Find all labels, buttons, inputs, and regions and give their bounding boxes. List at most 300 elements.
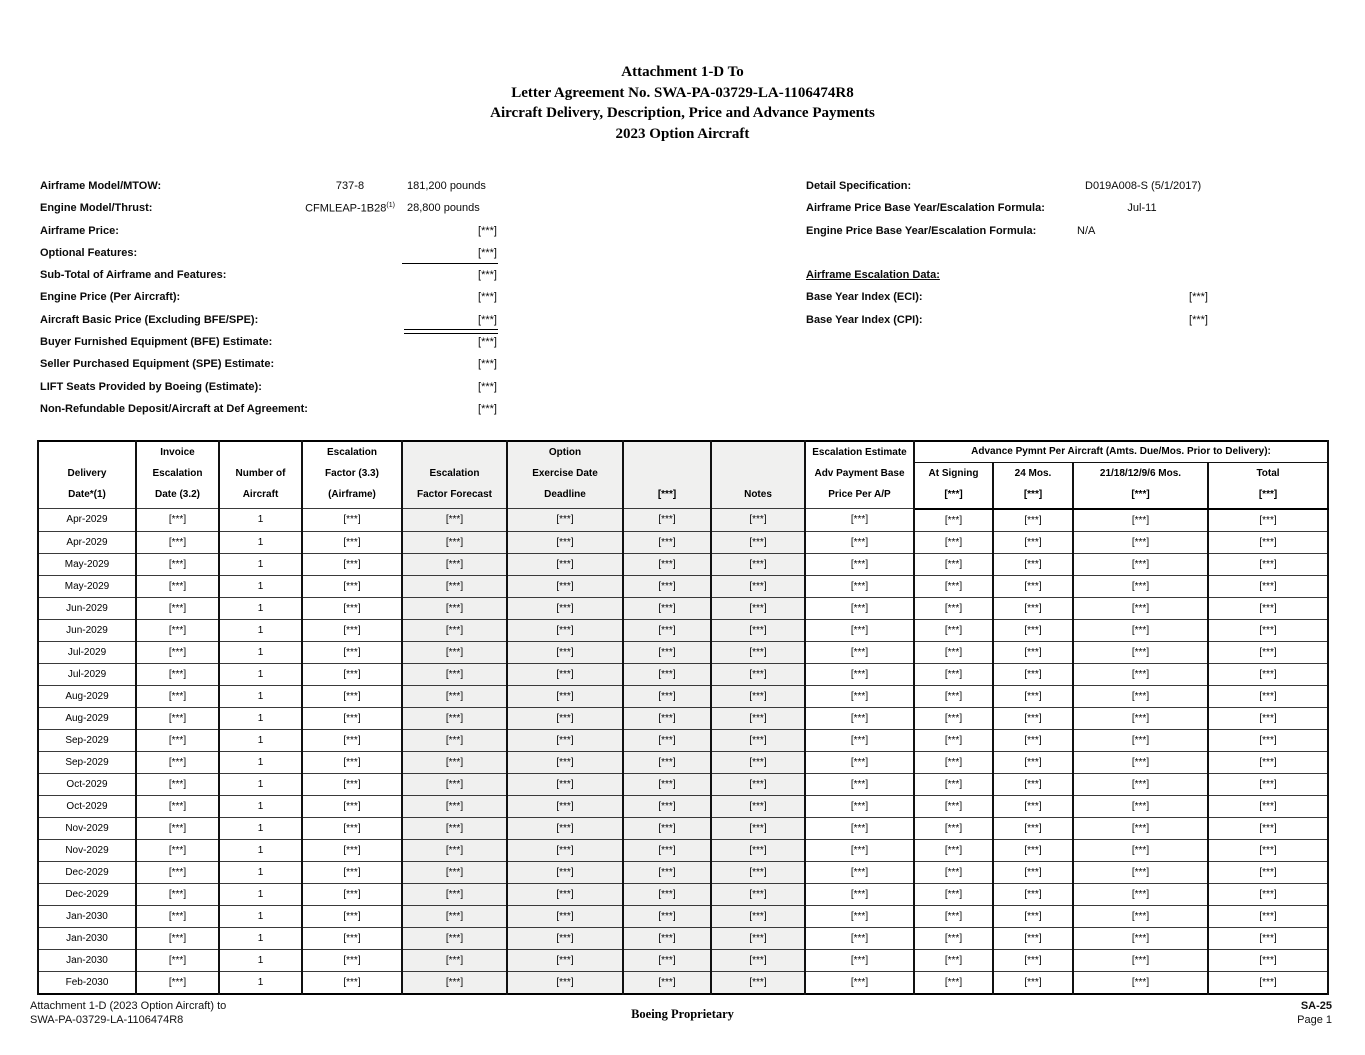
title-line-description: Aircraft Delivery, Description, Price and Advance Payments [490,105,875,121]
total-cell: [***] [1208,905,1328,927]
header-line: Option [548,447,582,458]
notes-cell: [***] [711,553,805,575]
delivery-date-cell: Feb-2030 [38,971,136,994]
21-18-12-9-6-mos-cell: [***] [1073,949,1208,971]
21-18-12-9-6-mos-cell: [***] [1073,663,1208,685]
number-of-aircraft-cell: 1 [219,839,302,861]
escalation-factor-airframe-cell: [***] [302,839,402,861]
21-18-12-9-6-mos-cell: [***] [1073,553,1208,575]
col-header-escalation-factor-airframe [302,441,402,509]
invoice-escalation-date-cell: [***] [136,641,219,663]
engine-model-footnote-sup: (1) [386,202,395,210]
invoice-escalation-date-cell: [***] [136,883,219,905]
at-signing-cell: [***] [914,663,993,685]
field-airframe-price [40,222,510,244]
24-mos-cell: [***] [993,795,1073,817]
field-label: LIFT Seats Provided by Boeing (Estimate): [40,380,262,393]
21-18-12-9-6-mos-cell: [***] [1073,729,1208,751]
24-mos-cell: [***] [993,707,1073,729]
at-signing-cell: [***] [914,597,993,619]
notes-cell: [***] [711,971,805,994]
at-signing-cell: [***] [914,531,993,553]
redacted-value: [***] [1189,313,1208,326]
escalation-factor-airframe-cell: [***] [302,817,402,839]
invoice-escalation-date-cell: [***] [136,729,219,751]
adv-payment-base-price-cell: [***] [805,707,914,729]
24-mos-cell: [***] [993,729,1073,751]
number-of-aircraft-cell: 1 [219,509,302,532]
invoice-escalation-date-cell: [***] [136,663,219,685]
escalation-factor-forecast-cell: [***] [402,949,507,971]
field-label: Engine Price Base Year/Escalation Formula: [806,224,1037,237]
field-subtotal-airframe-features [40,266,510,288]
redacted-cell: [***] [623,597,711,619]
delivery-date-cell: Apr-2029 [38,531,136,553]
24-mos-cell: [***] [993,553,1073,575]
invoice-escalation-date-cell: [***] [136,619,219,641]
escalation-factor-forecast-cell: [***] [402,905,507,927]
adv-payment-base-price-cell: [***] [805,619,914,641]
redacted-value: [***] [478,313,497,326]
table-row [38,597,1328,619]
footer-proprietary-notice: Boeing Proprietary [631,1007,734,1021]
notes-cell: [***] [711,729,805,751]
table-row [38,553,1328,575]
invoice-escalation-date-cell: [***] [136,707,219,729]
redacted-cell: [***] [623,905,711,927]
option-exercise-deadline-cell: [***] [507,575,623,597]
total-cell: [***] [1208,927,1328,949]
redacted-value: [***] [478,336,497,349]
delivery-date-cell: Apr-2029 [38,509,136,532]
21-18-12-9-6-mos-cell: [***] [1073,685,1208,707]
adv-payment-base-price-cell: [***] [805,971,914,994]
option-exercise-deadline-cell: [***] [507,663,623,685]
24-mos-cell: [***] [993,817,1073,839]
number-of-aircraft-cell: 1 [219,949,302,971]
header-line: Factor (3.3) [325,468,379,479]
delivery-date-cell: Jan-2030 [38,927,136,949]
specification-escalation-fields [806,177,1216,333]
total-cell: [***] [1208,531,1328,553]
escalation-factor-airframe-cell: [***] [302,553,402,575]
escalation-factor-forecast-cell: [***] [402,861,507,883]
number-of-aircraft-cell: 1 [219,663,302,685]
redacted-cell: [***] [623,839,711,861]
notes-cell: [***] [711,751,805,773]
field-label: Base Year Index (CPI): [806,313,923,326]
option-exercise-deadline-cell: [***] [507,971,623,994]
escalation-factor-airframe-cell: [***] [302,971,402,994]
total-cell: [***] [1208,553,1328,575]
option-exercise-deadline-cell: [***] [507,839,623,861]
escalation-factor-airframe-cell: [***] [302,685,402,707]
total-cell: [***] [1208,707,1328,729]
24-mos-cell: [***] [993,861,1073,883]
number-of-aircraft-cell: 1 [219,927,302,949]
delivery-date-cell: Jul-2029 [38,641,136,663]
adv-payment-base-price-cell: [***] [805,817,914,839]
footer-sa-number: SA-25 [1300,1000,1332,1012]
redacted-cell: [***] [623,685,711,707]
redacted-cell: [***] [623,949,711,971]
redacted-cell: [***] [623,971,711,994]
invoice-escalation-date-cell: [***] [136,751,219,773]
delivery-table-container [37,440,1329,995]
field-engine-base-year [806,222,1216,244]
option-exercise-deadline-cell: [***] [507,905,623,927]
invoice-escalation-date-cell: [***] [136,553,219,575]
escalation-factor-forecast-cell: [***] [402,707,507,729]
adv-payment-base-price-cell: [***] [805,839,914,861]
at-signing-cell: [***] [914,861,993,883]
total-cell: [***] [1208,619,1328,641]
field-label: Airframe Price: [40,224,119,237]
adv-payment-base-price-cell: [***] [805,553,914,575]
redacted-cell: [***] [623,531,711,553]
escalation-factor-airframe-cell: [***] [302,751,402,773]
escalation-factor-forecast-cell: [***] [402,553,507,575]
table-row [38,641,1328,663]
total-cell: [***] [1208,817,1328,839]
escalation-factor-forecast-cell: [***] [402,641,507,663]
mtow-value: 181,200 pounds [407,180,486,192]
option-exercise-deadline-cell: [***] [507,729,623,751]
number-of-aircraft-cell: 1 [219,883,302,905]
number-of-aircraft-cell: 1 [219,575,302,597]
24-mos-cell: [***] [993,597,1073,619]
redacted-cell: [***] [623,861,711,883]
21-18-12-9-6-mos-cell: [***] [1073,575,1208,597]
header-line: Aircraft [242,489,279,500]
document-title-block [0,62,1365,144]
detail-spec-value: D019A008-S (5/1/2017) [1085,180,1202,192]
delivery-table [37,440,1329,995]
option-exercise-deadline-cell: [***] [507,751,623,773]
field-bfe-estimate [40,333,510,355]
title-line-option-aircraft: 2023 Option Aircraft [615,125,750,142]
spacer-row [806,244,1216,266]
notes-cell: [***] [711,575,805,597]
adv-payment-base-price-cell: [***] [805,575,914,597]
notes-cell: [***] [711,509,805,532]
number-of-aircraft-cell: 1 [219,905,302,927]
24-mos-cell: [***] [993,883,1073,905]
escalation-factor-forecast-cell: [***] [402,971,507,994]
delivery-date-cell: Oct-2029 [38,795,136,817]
header-line: Date*(1) [68,489,106,500]
invoice-escalation-date-cell: [***] [136,949,219,971]
number-of-aircraft-cell: 1 [219,751,302,773]
escalation-factor-forecast-cell: [***] [402,619,507,641]
redacted-cell: [***] [623,729,711,751]
number-of-aircraft-cell: 1 [219,971,302,994]
24-mos-cell: [***] [993,531,1073,553]
at-signing-cell: [***] [914,553,993,575]
invoice-escalation-date-cell: [***] [136,597,219,619]
field-nonrefundable-deposit [40,400,510,422]
invoice-escalation-date-cell: [***] [136,575,219,597]
table-header-row-top [38,441,1328,462]
table-row [38,751,1328,773]
21-18-12-9-6-mos-cell: [***] [1073,707,1208,729]
adv-payment-base-price-cell: [***] [805,927,914,949]
notes-cell: [***] [711,663,805,685]
header-line: At Signing [928,467,979,479]
table-row [38,817,1328,839]
option-exercise-deadline-cell: [***] [507,949,623,971]
option-exercise-deadline-cell: [***] [507,509,623,532]
24-mos-cell: [***] [993,773,1073,795]
escalation-factor-airframe-cell: [***] [302,795,402,817]
21-18-12-9-6-mos-cell: [***] [1073,751,1208,773]
notes-cell: [***] [711,905,805,927]
airframe-base-year-value: Jul-11 [1127,202,1157,215]
table-row [38,729,1328,751]
24-mos-cell: [***] [993,663,1073,685]
notes-cell: [***] [711,861,805,883]
field-detail-specification [806,177,1216,199]
header-line: Date (3.2) [154,489,200,500]
21-18-12-9-6-mos-cell: [***] [1073,619,1208,641]
number-of-aircraft-cell: 1 [219,685,302,707]
redacted-cell: [***] [623,795,711,817]
header-line: Escalation Estimate [812,447,907,458]
option-exercise-deadline-cell: [***] [507,883,623,905]
redacted-value: [***] [1189,291,1208,304]
invoice-escalation-date-cell: [***] [136,685,219,707]
invoice-escalation-date-cell: [***] [136,817,219,839]
sum-underline [402,263,498,264]
header-line: Factor Forecast [416,489,493,500]
delivery-date-cell: Oct-2029 [38,773,136,795]
delivery-date-cell: Aug-2029 [38,707,136,729]
24-mos-cell: [***] [993,839,1073,861]
option-exercise-deadline-cell: [***] [507,773,623,795]
24-mos-cell: [***] [993,685,1073,707]
delivery-date-cell: Jun-2029 [38,597,136,619]
footer-page-number: Page 1 [1297,1014,1332,1026]
footer-page-info [1297,999,1332,1027]
delivery-date-cell: Nov-2029 [38,839,136,861]
at-signing-cell: [***] [914,949,993,971]
invoice-escalation-date-cell: [***] [136,531,219,553]
invoice-escalation-date-cell: [***] [136,905,219,927]
escalation-factor-airframe-cell: [***] [302,927,402,949]
delivery-date-cell: Jun-2029 [38,619,136,641]
delivery-date-cell: May-2029 [38,553,136,575]
table-row [38,663,1328,685]
table-row [38,575,1328,597]
21-18-12-9-6-mos-cell: [***] [1073,839,1208,861]
redacted-cell: [***] [623,883,711,905]
adv-payment-base-price-cell: [***] [805,531,914,553]
escalation-factor-airframe-cell: [***] [302,575,402,597]
table-row [38,795,1328,817]
escalation-factor-forecast-cell: [***] [402,597,507,619]
21-18-12-9-6-mos-cell: [***] [1073,531,1208,553]
notes-cell: [***] [711,597,805,619]
escalation-factor-airframe-cell: [***] [302,663,402,685]
total-cell: [***] [1208,597,1328,619]
col-group-header-advance-payment: Advance Pymnt Per Aircraft (Amts. Due/Mos. Prior to Delivery): [914,441,1328,462]
24-mos-cell: [***] [993,927,1073,949]
21-18-12-9-6-mos-cell: [***] [1073,641,1208,663]
aircraft-price-fields [40,177,510,422]
number-of-aircraft-cell: 1 [219,795,302,817]
escalation-factor-airframe-cell: [***] [302,949,402,971]
redacted-cell: [***] [623,619,711,641]
footer-agreement-number: SWA-PA-03729-LA-1106474R8 [30,1014,184,1026]
header-line: [***] [944,488,963,500]
table-row [38,927,1328,949]
number-of-aircraft-cell: 1 [219,773,302,795]
delivery-table-body [38,509,1328,994]
total-cell: [***] [1208,575,1328,597]
at-signing-cell: [***] [914,773,993,795]
delivery-date-cell: Aug-2029 [38,685,136,707]
delivery-date-cell: May-2029 [38,575,136,597]
total-cell: [***] [1208,509,1328,532]
total-cell: [***] [1208,685,1328,707]
field-optional-features [40,244,510,266]
redacted-cell: [***] [623,641,711,663]
redacted-value: [***] [478,380,497,393]
notes-cell: [***] [711,795,805,817]
invoice-escalation-date-cell: [***] [136,509,219,532]
header-line: [***] [1131,488,1150,500]
escalation-factor-forecast-cell: [***] [402,663,507,685]
footer-attachment-line: Attachment 1-D (2023 Option Aircraft) to [30,1000,227,1012]
escalation-factor-forecast-cell: [***] [402,685,507,707]
total-cell: [***] [1208,729,1328,751]
header-line: Notes [744,489,772,500]
option-exercise-deadline-cell: [***] [507,817,623,839]
notes-cell: [***] [711,839,805,861]
at-signing-cell: [***] [914,751,993,773]
escalation-factor-forecast-cell: [***] [402,817,507,839]
notes-cell: [***] [711,817,805,839]
delivery-date-cell: Nov-2029 [38,817,136,839]
escalation-factor-airframe-cell: [***] [302,707,402,729]
field-label: Base Year Index (ECI): [806,291,923,304]
option-exercise-deadline-cell: [***] [507,553,623,575]
field-aircraft-basic-price [40,311,510,333]
21-18-12-9-6-mos-cell: [***] [1073,861,1208,883]
escalation-factor-forecast-cell: [***] [402,883,507,905]
total-cell: [***] [1208,773,1328,795]
delivery-date-cell: Jan-2030 [38,949,136,971]
escalation-factor-forecast-cell: [***] [402,729,507,751]
escalation-factor-forecast-cell: [***] [402,927,507,949]
total-cell: [***] [1208,861,1328,883]
header-line: Escalation [152,468,203,479]
option-exercise-deadline-cell: [***] [507,597,623,619]
escalation-factor-airframe-cell: [***] [302,597,402,619]
at-signing-cell: [***] [914,817,993,839]
col-header-escalation-factor-forecast [402,441,507,509]
24-mos-cell: [***] [993,949,1073,971]
21-18-12-9-6-mos-cell: [***] [1073,509,1208,532]
notes-cell: [***] [711,883,805,905]
col-header-24-mos [993,462,1073,509]
header-line: Total [1256,467,1280,479]
header-line: [***] [657,489,677,500]
redacted-value: [***] [478,246,497,259]
notes-cell: [***] [711,707,805,729]
notes-cell: [***] [711,531,805,553]
at-signing-cell: [***] [914,795,993,817]
number-of-aircraft-cell: 1 [219,619,302,641]
field-lift-seats [40,378,510,400]
header-line: [***] [1023,488,1043,500]
escalation-factor-forecast-cell: [***] [402,795,507,817]
at-signing-cell: [***] [914,575,993,597]
adv-payment-base-price-cell: [***] [805,883,914,905]
option-exercise-deadline-cell: [***] [507,531,623,553]
total-cell: [***] [1208,971,1328,994]
engine-model-text: CFMLEAP-1B28 [305,202,387,215]
21-18-12-9-6-mos-cell: [***] [1073,597,1208,619]
escalation-factor-airframe-cell: [***] [302,729,402,751]
total-cell: [***] [1208,795,1328,817]
number-of-aircraft-cell: 1 [219,597,302,619]
field-label: Engine Model/Thrust: [40,202,153,215]
number-of-aircraft-cell: 1 [219,531,302,553]
table-row [38,531,1328,553]
at-signing-cell: [***] [914,729,993,751]
option-exercise-deadline-cell: [***] [507,619,623,641]
escalation-factor-forecast-cell: [***] [402,773,507,795]
redacted-value: [***] [478,291,497,304]
col-header-invoice-escalation-date [136,441,219,509]
delivery-date-cell: Jul-2029 [38,663,136,685]
at-signing-cell: [***] [914,619,993,641]
notes-cell: [***] [711,685,805,707]
header-line: Adv Payment Base [814,468,905,479]
engine-base-year-value: N/A [1077,224,1096,237]
header-line: Price Per A/P [828,489,891,500]
at-signing-cell: [***] [914,641,993,663]
header-line: [***] [1258,488,1278,500]
at-signing-cell: [***] [914,839,993,861]
adv-payment-base-price-cell: [***] [805,773,914,795]
redacted-value: [***] [478,224,497,237]
table-row [38,707,1328,729]
airframe-escalation-data-heading-row [806,266,1216,288]
header-line: 24 Mos. [1014,467,1052,479]
col-header-at-signing [914,462,993,509]
number-of-aircraft-cell: 1 [219,861,302,883]
invoice-escalation-date-cell: [***] [136,773,219,795]
notes-cell: [***] [711,641,805,663]
delivery-date-cell: Dec-2029 [38,883,136,905]
at-signing-cell: [***] [914,927,993,949]
redacted-value: [***] [478,358,497,371]
number-of-aircraft-cell: 1 [219,729,302,751]
col-header-adv-payment-base-price [805,441,914,509]
adv-payment-base-price-cell: [***] [805,949,914,971]
invoice-escalation-date-cell: [***] [136,971,219,994]
at-signing-cell: [***] [914,509,993,532]
header-line: Number of [235,468,286,479]
table-row [38,509,1328,532]
at-signing-cell: [***] [914,685,993,707]
total-cell: [***] [1208,751,1328,773]
redacted-cell: [***] [623,927,711,949]
redacted-cell: [***] [623,553,711,575]
redacted-cell: [***] [623,751,711,773]
